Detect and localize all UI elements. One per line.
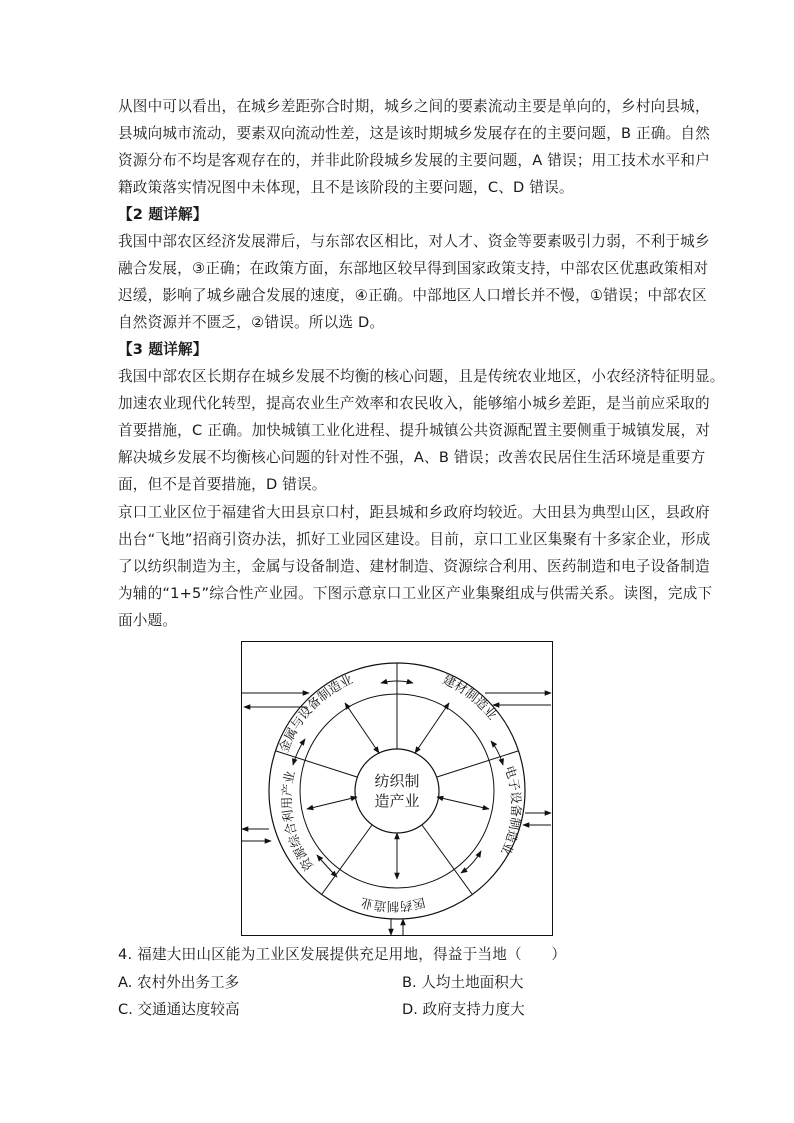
sector-label-building-materials: 建材制造业	[440, 671, 501, 723]
option-b: B. 人均土地面积大	[402, 974, 524, 991]
paragraph-line: 迟缓，影响了城乡融合发展的速度，④正确。中部地区人口增长并不慢，①错误；中部农区	[118, 287, 707, 304]
sector-label-electronics: 电子设备制造业	[498, 763, 524, 858]
paragraph-line: 了以纺织制造为主，金属与设备制造、建材制造、资源综合利用、医药制造和电子设备制造	[118, 558, 710, 575]
paragraph-line: 为辅的“1+5”综合性产业园。下图示意京口工业区产业集聚组成与供需关系。读图，完成下	[118, 585, 713, 602]
paragraph-line: 加速农业现代化转型，提高农业生产效率和农民收入，能够缩小城乡差距，是当前应采取的	[118, 395, 710, 412]
paragraph-line: 我国中部农区经济发展滞后，与东部农区相比，对人才、资金等要素吸引力弱，不利于城乡	[118, 233, 710, 250]
paragraph-line: 资源分布不均是客观存在的，并非此阶段城乡发展的主要问题，A 错误；用工技术水平和户	[118, 152, 710, 169]
question-stem: 4. 福建大田山区能为工业区发展提供充足用地，得益于当地（ ）	[118, 946, 567, 963]
core-label-line1: 纺织制	[374, 772, 420, 790]
section-heading: 【3 题详解】	[118, 341, 208, 358]
industry-cluster-diagram	[241, 641, 553, 936]
section-heading: 【2 题详解】	[118, 206, 208, 223]
paragraph-line: 出台“飞地”招商引资办法，抓好工业园区建设。目前，京口工业区集聚有十多家企业，形成	[118, 531, 711, 548]
sector-label-pharmaceutical: 医药制造业	[359, 894, 427, 915]
paragraph-line: 解决城乡发展不均衡核心问题的针对性不强，A、B 错误；改善农民居住生活环境是重要方	[118, 449, 706, 466]
core-label-line2: 造产业	[374, 792, 420, 810]
paragraph-line: 自然资源并不匮乏，②错误。所以选 D。	[118, 314, 385, 331]
option-a: A. 农村外出务工多	[118, 974, 240, 991]
paragraph-line: 融合发展，③正确；在政策方面，东部地区较早得到国家政策支持，中部农区优惠政策相对	[118, 260, 709, 277]
option-d: D. 政府支持力度大	[402, 1001, 525, 1018]
core-circle	[355, 749, 439, 833]
paragraph-line: 籍政策落实情况图中未体现，且不是该阶段的主要问题，C、D 错误。	[118, 179, 574, 196]
paragraph-line: 我国中部农区长期存在城乡发展不均衡的核心问题，且是传统农业地区，小农经济特征明显。	[118, 368, 725, 385]
paragraph-line: 县城向城市流动，要素双向流动性差，这是该时期城乡发展存在的主要问题，B 正确。自然	[118, 125, 711, 142]
paragraph-line: 京口工业区位于福建省大田县京口村，距县城和乡政府均较近。大田县为典型山区，县政府	[118, 504, 710, 521]
paragraph-line: 面小题。	[118, 612, 178, 629]
core-arrows	[307, 703, 489, 879]
sector-label-resource-utilization: 资源综合利用产业	[279, 769, 317, 874]
paragraph-line: 从图中可以看出，在城乡差距弥合时期，城乡之间的要素流动主要是单向的，乡村向县城，	[118, 98, 710, 115]
paragraph-line: 首要措施，C 正确。加快城镇工业化进程、提升城镇公共资源配置主要侧重于城镇发展，对	[118, 422, 711, 439]
option-c: C. 交通通达度较高	[118, 1001, 240, 1018]
paragraph-line: 面，但不是首要措施，D 错误。	[118, 476, 327, 493]
sector-label-metal-equipment: 金属与设备制造业	[275, 671, 355, 755]
